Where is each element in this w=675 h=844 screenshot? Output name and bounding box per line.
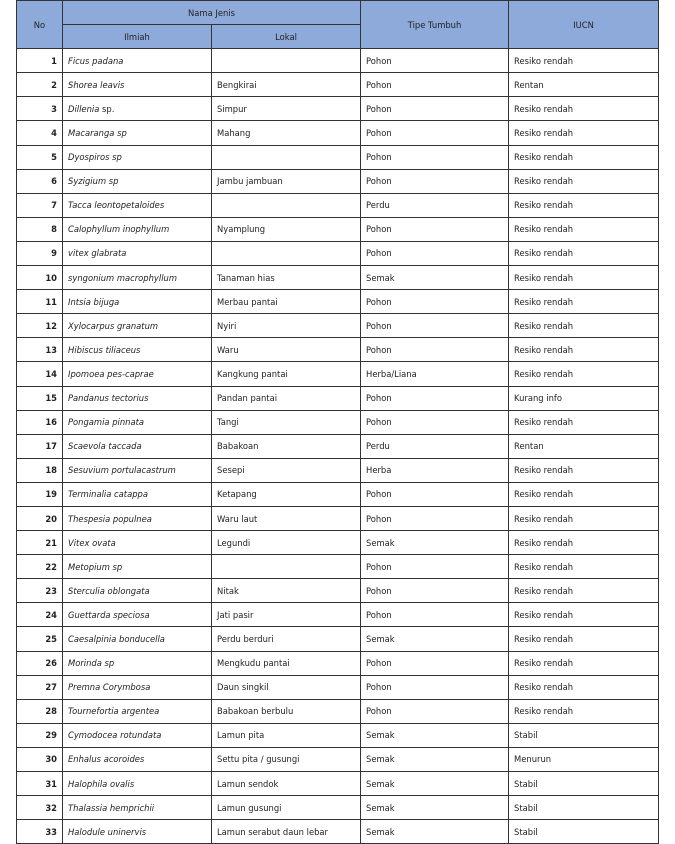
cell-lokal: Ketapang [212,482,361,506]
cell-tipe-tumbuh: Pohon [361,506,509,530]
table-row [17,579,659,603]
cell-ilmiah: Hibiscus tiliaceus [63,338,212,362]
cell-iucn: Resiko rendah [509,362,659,386]
cell-ilmiah: Sesuvium portulacastrum [63,458,212,482]
header-lokal: Lokal [212,25,361,49]
header-tipe-tumbuh: Tipe Tumbuh [361,1,509,49]
cell-no: 9 [17,241,63,265]
cell-lokal: Jati pasir [212,603,361,627]
cell-ilmiah: Premna Corymbosa [63,675,212,699]
cell-lokal [212,145,361,169]
table-row [17,266,659,290]
cell-ilmiah: Thespesia populnea [63,506,212,530]
table-row [17,723,659,747]
table-row [17,531,659,555]
cell-no: 5 [17,145,63,169]
cell-ilmiah: Halodule uninervis [63,820,212,844]
table-row [17,482,659,506]
cell-tipe-tumbuh: Pohon [361,651,509,675]
cell-no: 22 [17,555,63,579]
cell-lokal: Lamun gusungi [212,796,361,820]
cell-iucn: Kurang info [509,386,659,410]
cell-no: 6 [17,169,63,193]
cell-lokal [212,241,361,265]
table-row [17,820,659,844]
cell-tipe-tumbuh: Pohon [361,482,509,506]
table-row [17,386,659,410]
cell-no: 11 [17,290,63,314]
cell-tipe-tumbuh: Semak [361,772,509,796]
cell-iucn: Resiko rendah [509,675,659,699]
cell-lokal: Simpur [212,97,361,121]
cell-iucn: Resiko rendah [509,651,659,675]
table-row [17,410,659,434]
cell-ilmiah: Cymodocea rotundata [63,723,212,747]
header-nama-jenis: Nama Jenis [63,1,361,25]
species-table [16,0,659,844]
table-row [17,290,659,314]
cell-no: 29 [17,723,63,747]
table-row [17,651,659,675]
cell-lokal: Merbau pantai [212,290,361,314]
cell-lokal: Kangkung pantai [212,362,361,386]
cell-tipe-tumbuh: Herba/Liana [361,362,509,386]
cell-tipe-tumbuh: Pohon [361,169,509,193]
cell-iucn: Stabil [509,723,659,747]
cell-lokal: Nyiri [212,314,361,338]
cell-ilmiah: Guettarda speciosa [63,603,212,627]
cell-tipe-tumbuh: Pohon [361,603,509,627]
cell-iucn: Resiko rendah [509,314,659,338]
scientific-name-suffix: sp. [99,103,115,114]
scientific-name: Dillenia [68,103,100,114]
cell-ilmiah: Tacca leontopetaloides [63,193,212,217]
cell-lokal: Mahang [212,121,361,145]
cell-iucn: Resiko rendah [509,627,659,651]
cell-lokal: Lamun pita [212,723,361,747]
header-iucn: IUCN [509,1,659,49]
cell-iucn: Resiko rendah [509,603,659,627]
cell-ilmiah: Halophila ovalis [63,772,212,796]
cell-lokal: Tanaman hias [212,266,361,290]
cell-ilmiah: Shorea leavis [63,73,212,97]
cell-no: 4 [17,121,63,145]
cell-tipe-tumbuh: Pohon [361,217,509,241]
cell-ilmiah: vitex glabrata [63,241,212,265]
cell-ilmiah: Dyospiros sp [63,145,212,169]
cell-tipe-tumbuh: Pohon [361,410,509,434]
cell-no: 33 [17,820,63,844]
cell-iucn: Resiko rendah [509,290,659,314]
cell-iucn: Stabil [509,772,659,796]
cell-iucn: Resiko rendah [509,338,659,362]
cell-lokal: Waru laut [212,506,361,530]
cell-iucn: Resiko rendah [509,193,659,217]
cell-no: 1 [17,49,63,73]
cell-iucn: Menurun [509,747,659,771]
cell-no: 27 [17,675,63,699]
table-row [17,145,659,169]
cell-lokal: Bengkirai [212,73,361,97]
table-row [17,675,659,699]
cell-lokal: Lamun serabut daun lebar [212,820,361,844]
cell-no: 3 [17,97,63,121]
cell-iucn: Resiko rendah [509,145,659,169]
table-row [17,796,659,820]
cell-lokal: Tangi [212,410,361,434]
table-row [17,97,659,121]
cell-tipe-tumbuh: Semak [361,627,509,651]
table-row [17,338,659,362]
cell-iucn: Resiko rendah [509,482,659,506]
cell-tipe-tumbuh: Herba [361,458,509,482]
cell-no: 17 [17,434,63,458]
table-row [17,169,659,193]
cell-iucn: Stabil [509,820,659,844]
cell-no: 31 [17,772,63,796]
cell-ilmiah: Calophyllum inophyllum [63,217,212,241]
cell-iucn: Resiko rendah [509,699,659,723]
cell-lokal [212,193,361,217]
cell-iucn: Stabil [509,796,659,820]
cell-ilmiah: Sterculia oblongata [63,579,212,603]
cell-ilmiah: syngonium macrophyllum [63,266,212,290]
table-row [17,314,659,338]
cell-ilmiah: Thalassia hemprichii [63,796,212,820]
cell-no: 21 [17,531,63,555]
cell-lokal: Settu pita / gusungi [212,747,361,771]
cell-iucn: Resiko rendah [509,531,659,555]
cell-lokal: Pandan pantai [212,386,361,410]
cell-lokal: Legundi [212,531,361,555]
table-row [17,699,659,723]
table-row [17,434,659,458]
cell-tipe-tumbuh: Pohon [361,121,509,145]
table-row [17,747,659,771]
cell-ilmiah [63,97,212,121]
cell-iucn: Rentan [509,434,659,458]
cell-lokal [212,555,361,579]
table-row [17,627,659,651]
cell-tipe-tumbuh: Pohon [361,241,509,265]
table-row [17,506,659,530]
cell-lokal: Mengkudu pantai [212,651,361,675]
cell-ilmiah: Pongamia pinnata [63,410,212,434]
cell-ilmiah: Metopium sp [63,555,212,579]
cell-no: 26 [17,651,63,675]
cell-lokal [212,49,361,73]
cell-iucn: Resiko rendah [509,506,659,530]
cell-iucn: Rentan [509,73,659,97]
cell-tipe-tumbuh: Pohon [361,49,509,73]
cell-no: 15 [17,386,63,410]
cell-ilmiah: Enhalus acoroides [63,747,212,771]
table-row [17,458,659,482]
cell-ilmiah: Ipomoea pes-caprae [63,362,212,386]
cell-ilmiah: Intsia bijuga [63,290,212,314]
cell-no: 16 [17,410,63,434]
cell-tipe-tumbuh: Pohon [361,386,509,410]
cell-lokal: Babakoan berbulu [212,699,361,723]
cell-no: 10 [17,266,63,290]
cell-no: 7 [17,193,63,217]
cell-tipe-tumbuh: Perdu [361,434,509,458]
cell-tipe-tumbuh: Pohon [361,338,509,362]
cell-iucn: Resiko rendah [509,579,659,603]
cell-tipe-tumbuh: Pohon [361,97,509,121]
cell-iucn: Resiko rendah [509,217,659,241]
header-no: No [17,1,63,49]
cell-lokal: Jambu jambuan [212,169,361,193]
cell-ilmiah: Vitex ovata [63,531,212,555]
cell-tipe-tumbuh: Semak [361,723,509,747]
cell-no: 25 [17,627,63,651]
cell-tipe-tumbuh: Semak [361,820,509,844]
cell-no: 12 [17,314,63,338]
cell-iucn: Resiko rendah [509,169,659,193]
cell-no: 19 [17,482,63,506]
cell-ilmiah: Caesalpinia bonducella [63,627,212,651]
cell-lokal: Nyamplung [212,217,361,241]
cell-no: 24 [17,603,63,627]
cell-iucn: Resiko rendah [509,97,659,121]
cell-no: 23 [17,579,63,603]
cell-tipe-tumbuh: Pohon [361,73,509,97]
cell-iucn: Resiko rendah [509,458,659,482]
cell-tipe-tumbuh: Semak [361,796,509,820]
cell-tipe-tumbuh: Pohon [361,555,509,579]
cell-lokal: Nitak [212,579,361,603]
table-row [17,121,659,145]
cell-no: 20 [17,506,63,530]
table-row [17,49,659,73]
cell-tipe-tumbuh: Pohon [361,290,509,314]
cell-ilmiah: Syzigium sp [63,169,212,193]
table-row [17,241,659,265]
header-ilmiah: Ilmiah [63,25,212,49]
cell-iucn: Resiko rendah [509,241,659,265]
cell-lokal: Waru [212,338,361,362]
cell-no: 8 [17,217,63,241]
table-row [17,603,659,627]
cell-tipe-tumbuh: Pohon [361,699,509,723]
cell-lokal: Lamun sendok [212,772,361,796]
cell-no: 13 [17,338,63,362]
cell-no: 32 [17,796,63,820]
cell-iucn: Resiko rendah [509,49,659,73]
cell-iucn: Resiko rendah [509,410,659,434]
cell-lokal: Babakoan [212,434,361,458]
cell-tipe-tumbuh: Pohon [361,314,509,338]
cell-no: 14 [17,362,63,386]
table-row [17,772,659,796]
cell-no: 2 [17,73,63,97]
cell-iucn: Resiko rendah [509,266,659,290]
cell-tipe-tumbuh: Semak [361,266,509,290]
cell-tipe-tumbuh: Semak [361,747,509,771]
table-row [17,362,659,386]
cell-tipe-tumbuh: Pohon [361,579,509,603]
cell-iucn: Resiko rendah [509,555,659,579]
cell-no: 18 [17,458,63,482]
cell-lokal: Perdu berduri [212,627,361,651]
cell-ilmiah: Xylocarpus granatum [63,314,212,338]
cell-no: 28 [17,699,63,723]
cell-ilmiah: Scaevola taccada [63,434,212,458]
cell-tipe-tumbuh: Perdu [361,193,509,217]
cell-ilmiah: Pandanus tectorius [63,386,212,410]
table-body [17,49,659,844]
cell-ilmiah: Macaranga sp [63,121,212,145]
cell-iucn: Resiko rendah [509,121,659,145]
cell-tipe-tumbuh: Pohon [361,675,509,699]
table-row [17,555,659,579]
cell-tipe-tumbuh: Pohon [361,145,509,169]
cell-ilmiah: Terminalia catappa [63,482,212,506]
cell-lokal: Sesepi [212,458,361,482]
table-row [17,193,659,217]
cell-lokal: Daun singkil [212,675,361,699]
table-row [17,73,659,97]
cell-ilmiah: Tournefortia argentea [63,699,212,723]
cell-ilmiah: Morinda sp [63,651,212,675]
table-row [17,217,659,241]
cell-ilmiah: Ficus padana [63,49,212,73]
cell-tipe-tumbuh: Semak [361,531,509,555]
cell-no: 30 [17,747,63,771]
